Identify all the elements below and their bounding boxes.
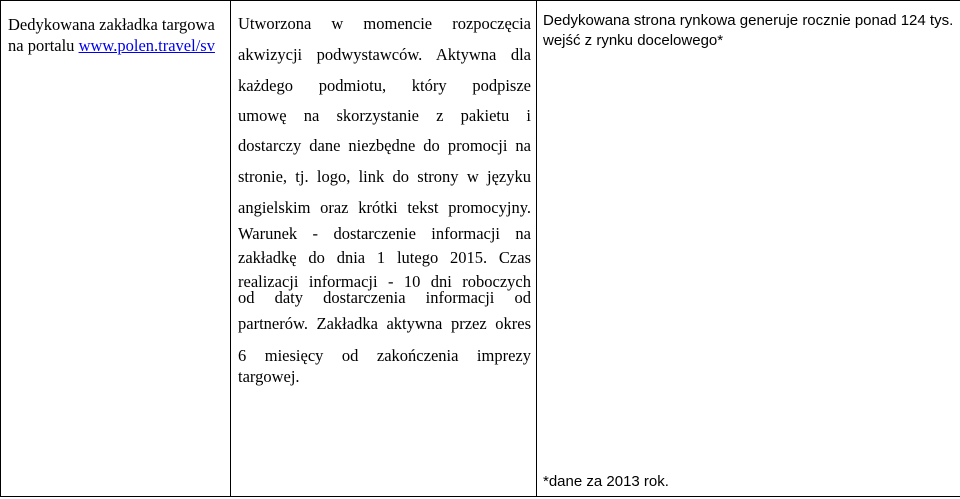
conditions-line: każdego podmiotu, który podpisze <box>238 76 531 95</box>
statistics-block <box>537 1 960 496</box>
conditions-line: partnerów. Zakładka aktywna przez okres <box>238 314 531 333</box>
traffic-statement: Dedykowana strona rynkowa generuje rocznie ponad 124 tys. wejść z rynku docelowego* <box>543 12 954 49</box>
conditions-line: angielskim oraz krótki tekst promocyjny. <box>238 198 531 217</box>
table-row <box>1 1 960 497</box>
fair-tab-description <box>1 1 230 56</box>
conditions-line: zakładkę do dnia 1 lutego 2015. Czas <box>238 248 531 267</box>
conditions-line: Utworzona w momencie rozpoczęcia <box>238 14 531 33</box>
conditions-line: Warunek - dostarczenie informacji na <box>238 224 531 243</box>
conditions-line: umowę na skorzystanie z pakietu i <box>238 106 531 125</box>
fair-tab-text: Dedykowana zakładka targowa na portalu <box>8 15 215 55</box>
conditions-line: stronie, tj. logo, link do strony w języku <box>238 167 531 186</box>
cell-statistics <box>537 1 960 497</box>
conditions-line: targowej. <box>238 367 300 386</box>
cell-description <box>1 1 231 497</box>
conditions-line: akwizycji podwystawców. Aktywna dla <box>238 45 531 64</box>
conditions-line: od daty dostarczenia informacji od <box>238 288 531 307</box>
cell-conditions <box>231 1 537 497</box>
conditions-text <box>231 1 536 387</box>
conditions-line: 6 miesięcy od zakończenia imprezy <box>238 346 531 365</box>
conditions-line: realizacji informacji - 10 dni roboczych <box>238 272 531 291</box>
footnote: *dane za 2013 rok. <box>543 473 669 490</box>
portal-link[interactable]: www.polen.travel/sv <box>78 36 215 55</box>
conditions-line: dostarczy dane niezbędne do promocji na <box>238 136 531 155</box>
